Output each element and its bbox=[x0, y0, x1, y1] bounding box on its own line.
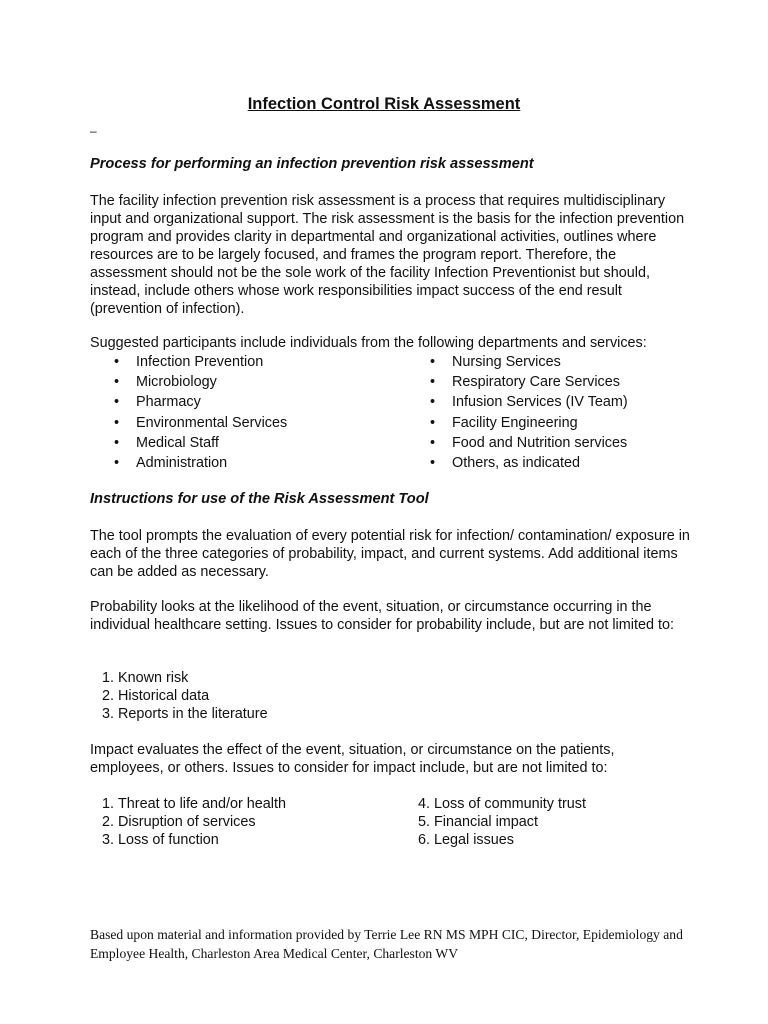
list-item bbox=[96, 813, 286, 831]
participants-list-right bbox=[430, 353, 628, 474]
list-item bbox=[430, 454, 628, 474]
list-number: 4. bbox=[417, 796, 430, 812]
page-title: Infection Control Risk Assessment bbox=[247, 95, 521, 113]
list-item bbox=[96, 669, 268, 687]
list-item-text: Reports in the literature bbox=[118, 706, 268, 722]
bullet-icon: • bbox=[114, 454, 120, 471]
footer-attribution: Based upon material and information provided by Terrie Lee RN MS MPH CIC, Director, Epidemiology and Employee Health, Charleston Area Medical Center, Charleston WV bbox=[90, 927, 683, 961]
list-number: 2. bbox=[101, 814, 114, 830]
list-item-text: Administration bbox=[136, 454, 228, 471]
bullet-icon: • bbox=[114, 434, 120, 451]
list-item-text: Food and Nutrition services bbox=[452, 434, 628, 451]
list-item-text: Financial impact bbox=[434, 814, 538, 830]
list-item bbox=[412, 831, 586, 849]
bullet-icon: • bbox=[114, 394, 120, 411]
list-item-text: Infusion Services (IV Team) bbox=[452, 394, 628, 411]
list-item-text: Loss of community trust bbox=[434, 796, 586, 812]
section-heading-process: Process for performing an infection prevention risk assessment bbox=[90, 156, 534, 172]
paragraph-text: The tool prompts the evaluation of every potential risk for infection/ contamination/ exposure in each of the three categories of probability, impact, and current systems. Add additional items can be added as necessary. bbox=[90, 528, 690, 580]
list-number: 1. bbox=[101, 670, 114, 686]
list-number: 2. bbox=[101, 688, 114, 704]
list-item bbox=[96, 705, 268, 723]
list-item-text: Historical data bbox=[118, 688, 210, 704]
list-item-text: Microbiology bbox=[136, 374, 217, 391]
list-item bbox=[412, 813, 586, 831]
bullet-icon: • bbox=[430, 374, 436, 391]
list-item-text: Medical Staff bbox=[136, 434, 219, 451]
list-item bbox=[430, 393, 628, 413]
list-item bbox=[96, 687, 268, 705]
bullet-icon: • bbox=[114, 414, 120, 431]
list-item bbox=[114, 393, 287, 413]
bullet-icon: • bbox=[114, 354, 120, 370]
bullet-icon: • bbox=[430, 434, 436, 451]
list-item-text: Respiratory Care Services bbox=[452, 374, 620, 391]
list-item bbox=[430, 353, 628, 373]
paragraph-impact bbox=[90, 741, 690, 777]
list-item bbox=[412, 795, 586, 813]
list-item bbox=[430, 414, 628, 434]
paragraph-probability bbox=[90, 598, 690, 634]
paragraph-process bbox=[90, 192, 690, 318]
list-item-text: Others, as indicated bbox=[452, 454, 580, 471]
section-heading-instructions: Instructions for use of the Risk Assessment Tool bbox=[90, 491, 429, 507]
list-item-text: Nursing Services bbox=[452, 354, 561, 370]
list-item-text: Loss of function bbox=[118, 832, 219, 848]
list-number: 3. bbox=[101, 706, 114, 722]
list-item bbox=[114, 414, 287, 434]
list-item bbox=[430, 373, 628, 393]
list-number: 6. bbox=[417, 832, 430, 848]
list-item-text: Pharmacy bbox=[136, 394, 201, 411]
list-item bbox=[114, 373, 287, 393]
bullet-icon: • bbox=[430, 354, 436, 370]
list-item bbox=[114, 353, 287, 373]
list-item bbox=[96, 831, 286, 849]
list-item bbox=[430, 434, 628, 454]
probability-list bbox=[96, 669, 268, 723]
paragraph-participants-intro bbox=[90, 334, 710, 352]
bullet-icon: • bbox=[430, 394, 436, 411]
list-item-text: Environmental Services bbox=[136, 414, 288, 431]
list-item-text: Legal issues bbox=[434, 832, 514, 848]
list-number: 3. bbox=[101, 832, 114, 848]
paragraph-tool bbox=[90, 527, 690, 581]
paragraph-text: The facility infection prevention risk assessment is a process that requires multidisciplinary input and organizational support. The risk assessment is the basis for the infection prevention program and provides clarity in departmental and organizational activities, outlines where resources are to be largely focused, and frames the program report. Therefore, the assessment should not be the sole work of the facility Infection Preventionist but should, instead, include others whose work responsibilities impact success of the end result (prevention of infection). bbox=[90, 193, 685, 317]
impact-list-left bbox=[96, 795, 286, 849]
bullet-icon: • bbox=[430, 414, 436, 431]
list-item-text: Threat to life and/or health bbox=[118, 796, 286, 812]
list-item bbox=[114, 434, 287, 454]
bullet-icon: • bbox=[114, 374, 120, 391]
paragraph-text: Probability looks at the likelihood of the event, situation, or circumstance occurring in the individual healthcare setting. Issues to consider for probability include, but are not limited to: bbox=[90, 599, 674, 633]
title-dash: – bbox=[90, 124, 97, 138]
list-item-text: Facility Engineering bbox=[452, 414, 578, 431]
list-item bbox=[114, 454, 287, 474]
bullet-icon: • bbox=[430, 454, 436, 471]
list-number: 5. bbox=[417, 814, 430, 830]
list-item-text: Disruption of services bbox=[118, 814, 256, 830]
paragraph-text: Suggested participants include individuals from the following departments and services: bbox=[90, 335, 647, 351]
participants-list-left bbox=[114, 353, 287, 474]
list-number: 1. bbox=[101, 796, 114, 812]
paragraph-text: Impact evaluates the effect of the event, situation, or circumstance on the patients, employees, or others. Issues to consider for impact include, but are not limited to: bbox=[90, 742, 615, 776]
list-item-text: Infection Prevention bbox=[136, 354, 264, 370]
list-item bbox=[96, 795, 286, 813]
list-item-text: Known risk bbox=[118, 670, 189, 686]
impact-list-right bbox=[412, 795, 586, 849]
